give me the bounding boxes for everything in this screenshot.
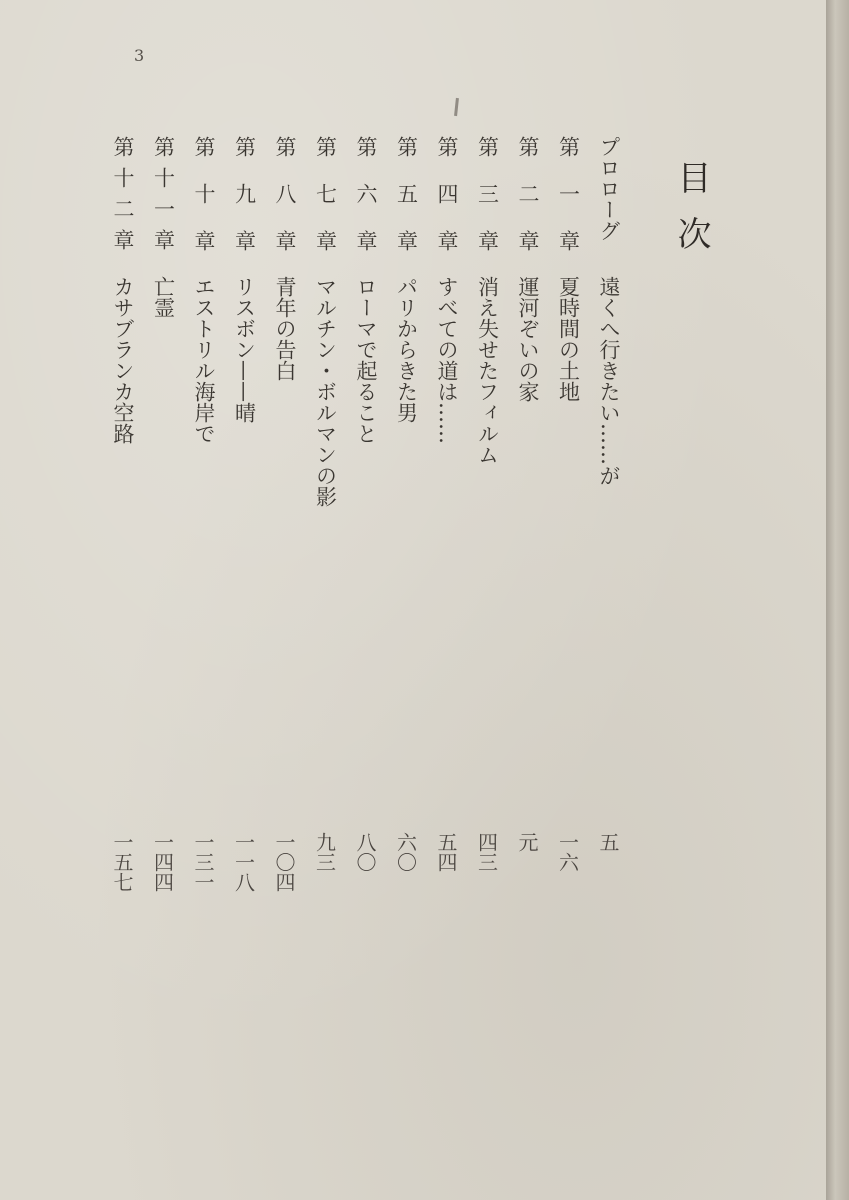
toc-entry-title: すべての道は…… [435,276,459,444]
toc-entry-label: 第四章 [435,136,459,277]
toc-title: 目次 [671,160,711,272]
toc-entry-title: 遠くへ行きたい……が [597,276,621,486]
ink-mark [454,98,459,116]
toc-entry-label: 第九章 [232,136,257,277]
toc-entry-title: 運河ぞいの家 [516,276,540,402]
toc-entry-page: 五 [596,832,620,852]
toc-entry-label: 第三章 [475,136,500,277]
toc-entry-page: 五四 [434,832,458,872]
toc-entry-title: マルチン・ボルマンの影 [313,276,338,507]
book-gutter-edge [826,0,849,1200]
toc-entry-label: 第八章 [273,136,297,277]
toc-entry-title: 青年の告白 [273,276,297,381]
toc-entry-label: 第六章 [354,136,378,277]
toc-entry-title: 夏時間の土地 [556,276,581,402]
toc-entry-page: 一五七 [110,832,134,892]
toc-entry-label: 第二章 [516,136,540,277]
toc-entry-page: 一一八 [231,832,256,892]
toc-entry-label: 第一章 [556,136,581,277]
toc-entry-title: ローマで起ること [354,276,378,444]
toc-entry-label: 第五章 [394,136,419,277]
toc-entry-label: 第十一章 [151,136,176,260]
toc-entry-page: 一四四 [150,832,175,892]
toc-entry-page: 元 [515,832,539,852]
toc-entry-label: 第十二章 [111,136,135,260]
toc-entry-page: 四三 [474,832,499,872]
toc-entry-page: 一六 [555,832,580,872]
toc-entry-title: 亡霊 [151,276,176,318]
toc-entry-title: カサブランカ空路 [111,276,135,444]
toc-entry-title: パリからきた男 [394,276,419,423]
toc-entry-page: 八〇 [353,832,377,872]
toc-entry-title: リスボン——晴 [232,276,257,423]
toc-entry-label: 第十章 [192,136,216,277]
toc-entry-page: 六〇 [393,832,418,872]
toc-entry-label: プロローグ [597,136,621,241]
page-number: 3 [134,46,145,65]
toc-entry-page: 一三一 [191,832,215,892]
toc-entry-page: 一〇四 [272,832,296,892]
toc-entry-title: エストリル海岸で [192,276,216,444]
toc-entry-label: 第七章 [313,136,338,277]
toc-entry-title: 消え失せたフィルム [475,276,500,465]
toc-entry-page: 九三 [312,832,337,872]
